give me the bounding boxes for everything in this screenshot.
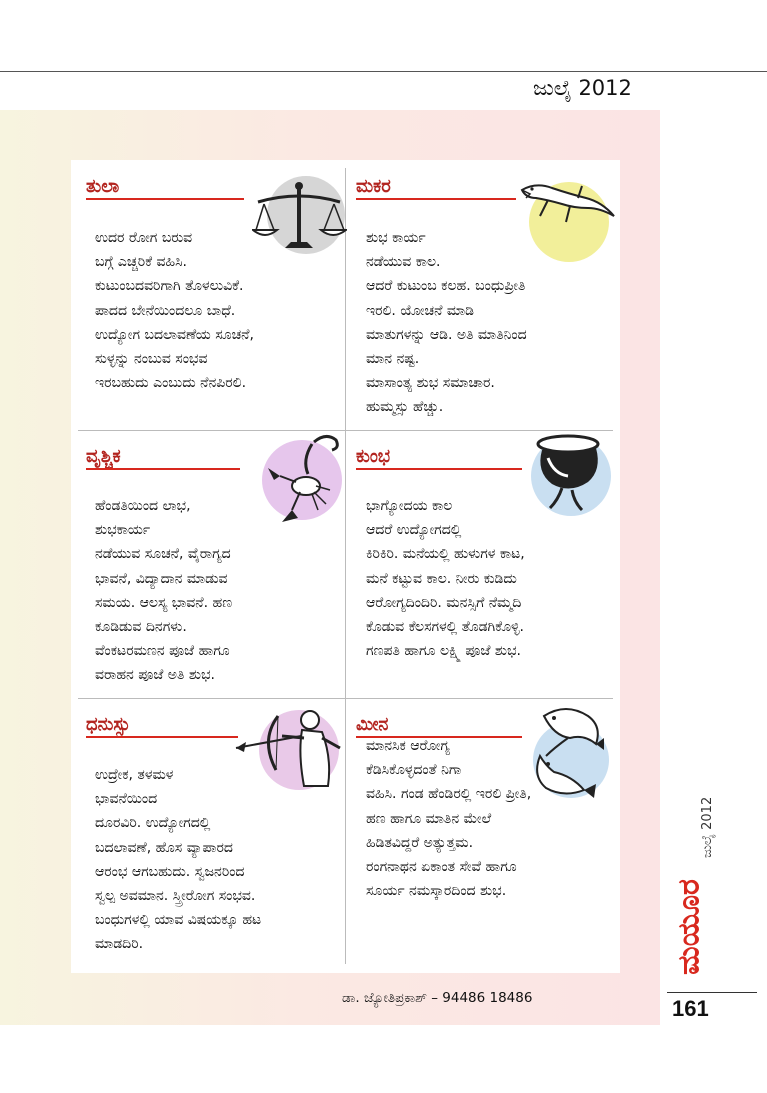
text-line: ಮಾಡದಿರಿ. xyxy=(95,936,144,953)
author-credit: ಡಾ. ಜ್ಯೋತಿಪ್ರಕಾಶ್ – 94486 18486 xyxy=(342,990,533,1006)
sign-text xyxy=(95,763,261,957)
text-line: ಉದ್ಯೋಗ ಬದಲಾವಣೆಯ ಸೂಚನೆ, xyxy=(95,326,254,343)
text-line: ಕಿರಿಕಿರಿ. ಮನೆಯಲ್ಲಿ ಹುಳುಗಳ ಕಾಟ, xyxy=(366,546,525,563)
scorpio-scorpion-icon xyxy=(256,430,348,528)
text-line: ಬಂಧುಗಳಲ್ಲಿ ಯಾವ ವಿಷಯಕ್ಕೂ ಹಟ xyxy=(95,912,262,929)
title-rule xyxy=(356,468,522,470)
text-line: ಶುಭಕಾರ್ಯ xyxy=(95,522,151,539)
text-line: ಬದಲಾವಣೆ, ಹೊಸ ವ್ಯಾಪಾರದ xyxy=(95,839,233,856)
text-line: ಸುಳ್ಳನ್ನು ನಂಬುವ ಸಂಭವ xyxy=(95,350,208,367)
pisces-fish-icon xyxy=(524,704,610,800)
mayura-logo xyxy=(664,878,714,976)
text-line: ಭಾವನೆಯಿಂದ xyxy=(95,791,158,808)
page-number: 161 xyxy=(672,996,709,1021)
text-line: ದೂರವಿರಿ. ಉದ್ಯೋಗದಲ್ಲಿ xyxy=(95,815,211,832)
text-line: ಆರೋಗ್ಯದಿಂದಿರಿ. ಮನಸ್ಸಿಗೆ ನೆಮ್ಮದಿ xyxy=(366,594,522,611)
text-line: ಇರಲಿ. ಯೋಚನೆ ಮಾಡಿ xyxy=(366,302,474,319)
text-line: ಸಮಯ. ಆಲಸ್ಯ ಭಾವನೆ. ಹಣ xyxy=(95,594,233,611)
text-line: ಭಾಗ್ಯೋದಯ ಕಾಲ xyxy=(366,498,453,514)
text-line: ಹಿಡಿತವಿದ್ದರೆ ಅತ್ಯುತ್ತಮ. xyxy=(366,834,474,851)
libra-scales-icon xyxy=(252,178,347,256)
capricorn-crocodile-icon xyxy=(518,176,618,236)
sign-text xyxy=(95,494,232,688)
sign-title: ಧನುಸ್ಸು xyxy=(86,714,131,735)
sign-text xyxy=(366,494,525,663)
sign-text xyxy=(366,226,527,420)
text-line: ಆದರೆ ಕುಟುಂಬ ಕಲಹ. ಬಂಧುಪ್ರೀತಿ xyxy=(366,278,526,295)
text-line: ಮನೆ ಕಟ್ಟುವ ಕಾಲ. ನೀರು ಕುಡಿದು xyxy=(366,570,517,587)
text-line: ಮಾಸಾಂತ್ಯ ಶುಭ ಸಮಾಚಾರ. xyxy=(366,375,495,392)
text-line: ಕುಟುಂಬದವರಿಗಾಗಿ ತೊಳಲುವಿಕೆ. xyxy=(95,278,244,295)
text-line: ಉದರ ರೋಗ ಬರುವ xyxy=(95,230,193,246)
text-line: ಪಾದದ ಬೇನೆಯಿಂದಲೂ ಬಾಧೆ. xyxy=(95,302,236,319)
side-month-label: ಜುಲೈ 2012 xyxy=(700,796,715,858)
text-line: ಶುಭ ಕಾರ್ಯ xyxy=(366,230,426,246)
text-line: ಸೂರ್ಯ ನಮಸ್ಕಾರದಿಂದ ಶುಭ. xyxy=(366,883,507,900)
text-line: ವರಾಹನ ಪೂಜೆ ಅತಿ ಶುಭ. xyxy=(95,667,216,684)
row-divider xyxy=(78,698,613,699)
page-number-rule xyxy=(667,992,757,993)
text-line: ನಡೆಯುವ ಕಾಲ. xyxy=(366,254,441,271)
text-line: ಭಾವನೆ, ವಿದ್ಯಾದಾನ ಮಾಡುವ xyxy=(95,570,228,587)
sign-title: ತುಲಾ xyxy=(86,176,120,197)
sign-title: ಮೀನ xyxy=(356,714,389,735)
sign-text xyxy=(366,734,531,903)
text-line: ರಂಗನಾಥನ ಏಕಾಂತ ಸೇವೆ ಹಾಗೂ xyxy=(366,858,517,875)
text-line: ಬಗ್ಗೆ ಎಚ್ಚರಿಕೆ ವಹಿಸಿ. xyxy=(95,254,187,271)
title-rule xyxy=(86,198,244,200)
text-line: ಕೂಡಿಡುವ ದಿನಗಳು. xyxy=(95,618,187,635)
text-line: ಆರಂಭ ಆಗಬಹುದು. ಸ್ವಜನರಿಂದ xyxy=(95,863,245,880)
text-line: ಉದ್ರೇಕ, ತಳಮಳ xyxy=(95,767,174,783)
text-line: ಸ್ವಲ್ಪ ಅವಮಾನ. ಸ್ತ್ರೀರೋಗ ಸಂಭವ. xyxy=(95,887,256,904)
text-line: ಹೆಂಡತಿಯಿಂದ ಲಾಭ, xyxy=(95,498,191,514)
aquarius-pot-icon xyxy=(528,428,612,514)
title-rule xyxy=(356,198,516,200)
text-line: ಕೆಡಿಸಿಕೊಳ್ಳದಂತೆ ನಿಗಾ xyxy=(366,762,462,779)
title-rule xyxy=(86,736,238,738)
text-line: ಹಣ ಹಾಗೂ ಮಾತಿನ ಮೇಲೆ xyxy=(366,810,492,827)
text-line: ಮಾನ ನಷ್ಟ. xyxy=(366,350,420,367)
text-line: ವಹಿಸಿ. ಗಂಡ ಹೆಂಡಿರಲ್ಲಿ ಇರಲಿ ಪ್ರೀತಿ, xyxy=(366,786,532,803)
text-line: ಗಣಪತಿ ಹಾಗೂ ಲಕ್ಷ್ಮಿ ಪೂಜೆ ಶುಭ. xyxy=(366,643,521,660)
top-rule xyxy=(0,71,767,72)
sign-title: ಮಕರ xyxy=(356,176,391,197)
column-divider xyxy=(345,168,346,964)
sign-text xyxy=(95,226,254,395)
sign-title: ಕುಂಭ xyxy=(356,446,391,467)
text-line: ಮಾತುಗಳನ್ನು ಆಡಿ. ಅತಿ ಮಾತಿನಿಂದ xyxy=(366,326,527,343)
text-line: ಇರಬಹುದು ಎಂಬುದು ನೆನಪಿರಲಿ. xyxy=(95,375,247,392)
text-line: ನಡೆಯುವ ಸೂಚನೆ, ವೈರಾಗ್ಯದ xyxy=(95,546,231,563)
text-line: ಹುಮ್ಮಸ್ಸು ಹೆಚ್ಚು. xyxy=(366,399,444,416)
text-line: ಆದರೆ ಉದ್ಯೋಗದಲ್ಲಿ xyxy=(366,522,462,539)
text-line: ಕೊಡುವ ಕೆಲಸಗಳಲ್ಲಿ ತೊಡಗಿಕೊಳ್ಳಿ. xyxy=(366,618,524,635)
title-rule xyxy=(86,468,240,470)
sign-title: ವೃಶ್ಚಿಕ xyxy=(86,446,121,467)
brand-logo-text: ಮಯೂರ xyxy=(671,879,707,975)
text-line: ವೆಂಕಟರಮಣನ ಪೂಜೆ ಹಾಗೂ xyxy=(95,643,230,660)
header-month: ಜುಲೈ 2012 xyxy=(533,76,632,100)
text-line: ಮಾನಸಿಕ ಆರೋಗ್ಯ xyxy=(366,738,450,754)
